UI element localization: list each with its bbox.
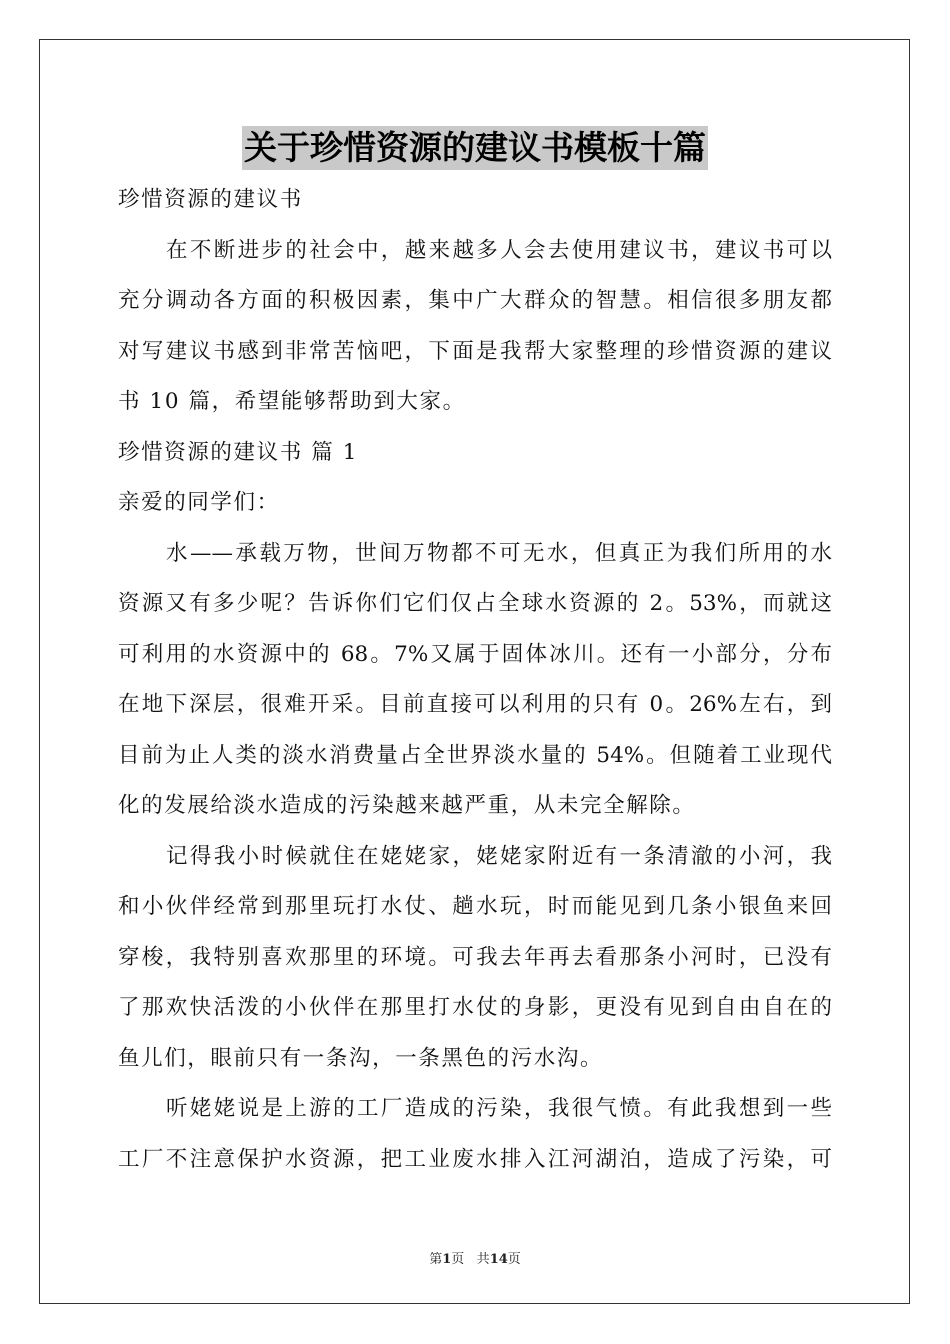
title-container xyxy=(0,126,950,170)
footer-total-suffix: 页 xyxy=(507,1252,521,1267)
text-line: 记得我小时候就住在姥姥家，姥姥家附近有一条清澈的小河，我 xyxy=(166,843,832,869)
text-line: 穿梭，我特别喜欢那里的环境。可我去年再去看那条小河时，已没有 xyxy=(118,944,832,970)
text-line: 和小伙伴经常到那里玩打水仗、趟水玩，时而能见到几条小银鱼来回 xyxy=(118,894,832,919)
text-line: 书 10 篇，希望能够帮助到大家。 xyxy=(118,389,466,414)
footer-page-number: 1 xyxy=(442,1252,452,1267)
text-line: 鱼儿们，眼前只有一条沟，一条黑色的污水沟。 xyxy=(118,1045,604,1071)
text-line: 了那欢快活泼的小伙伴在那里打水仗的身影，更没有见到自由自在的 xyxy=(118,995,832,1020)
footer-total-prefix: 共 xyxy=(476,1252,490,1267)
text-line: 目前为止人类的淡水消费量占全世界淡水量的 54%。但随着工业现代 xyxy=(118,742,832,768)
footer-total-number: 14 xyxy=(489,1252,508,1267)
text-line: 亲爱的同学们： xyxy=(118,490,280,515)
footer-page-suffix: 页 xyxy=(451,1252,465,1267)
text-line: 工厂不注意保护水资源，把工业废水排入江河湖泊，造成了污染，可 xyxy=(118,1146,832,1172)
document-body xyxy=(118,175,832,1185)
text-line: 水——承载万物，世间万物都不可无水，但真正为我们所用的水 xyxy=(166,540,832,566)
text-line: 充分调动各方面的积极因素，集中广大群众的智慧。相信很多朋友都 xyxy=(118,288,832,313)
text-line: 珍惜资源的建议书 xyxy=(118,187,303,212)
text-line: 资源又有多少呢？告诉你们它们仅占全球水资源的 2。53%，而就这 xyxy=(118,591,832,616)
text-line: 在不断进步的社会中，越来越多人会去使用建议书，建议书可以 xyxy=(166,237,832,263)
text-line: 听姥姥说是上游的工厂造成的污染，我很气愤。有此我想到一些 xyxy=(166,1096,832,1121)
footer-page-prefix: 第 xyxy=(429,1252,443,1267)
page-footer xyxy=(0,1248,950,1267)
document-title: 关于珍惜资源的建议书模板十篇 xyxy=(242,126,708,170)
text-line: 珍惜资源的建议书 篇 1 xyxy=(118,439,359,465)
text-line: 可利用的水资源中的 68。7%又属于固体冰川。还有一小部分，分布 xyxy=(118,641,832,667)
text-line: 对写建议书感到非常苦恼吧，下面是我帮大家整理的珍惜资源的建议 xyxy=(118,338,832,364)
text-line: 在地下深层，很难开采。目前直接可以利用的只有 0。26%左右，到 xyxy=(118,692,832,717)
text-line: 化的发展给淡水造成的污染越来越严重，从未完全解除。 xyxy=(118,793,696,818)
